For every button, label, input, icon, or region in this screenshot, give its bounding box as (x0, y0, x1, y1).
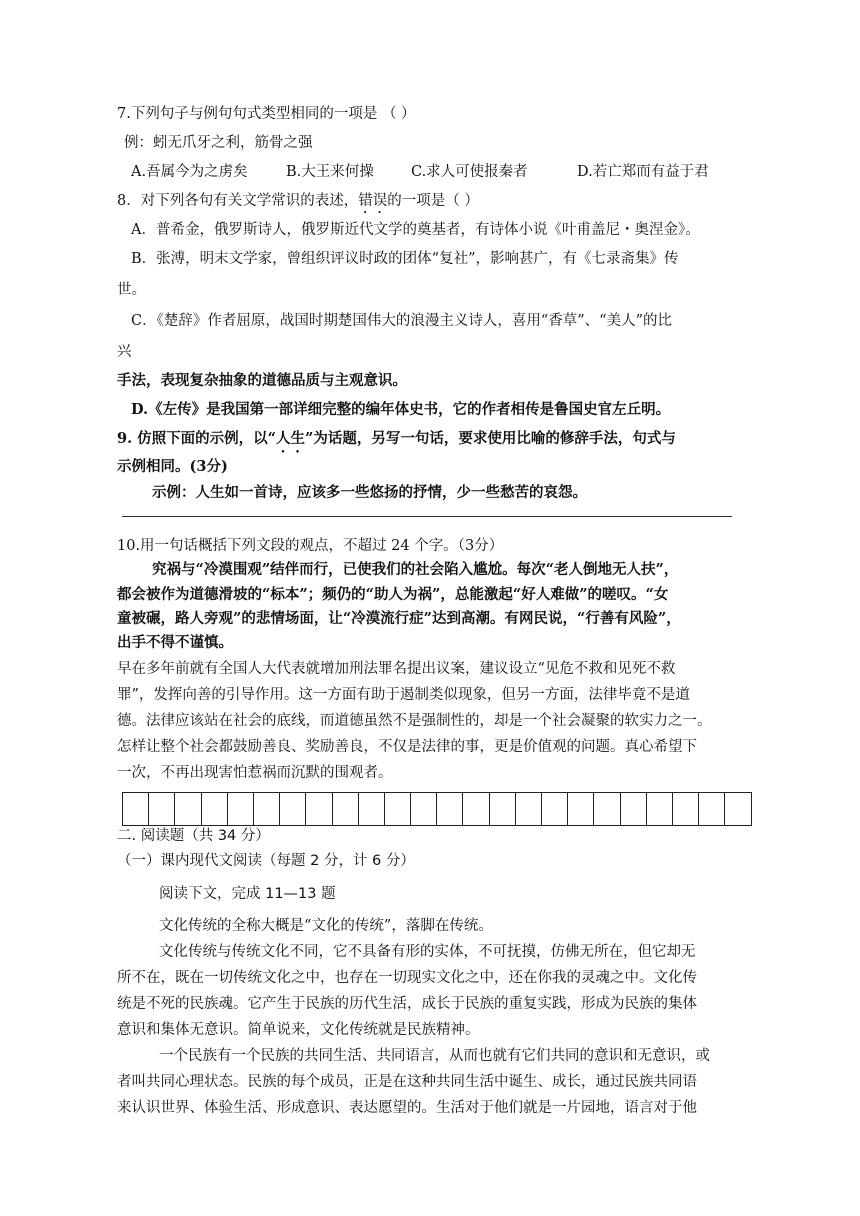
passage-line: 者叫共同心理状态。民族的每个成员，正是在这种共同生活中诞生、成长，通过民族共同语 (117, 1074, 697, 1090)
q10-p2-line3: 德。法律应该站在社会的底线，而道德虽然不是强制性的，却是一个社会凝聚的软实力之一。 (117, 713, 712, 729)
q8-option-c-line1: C．《楚辞》作者屈原，战国时期楚国伟大的浪漫主义诗人，喜用“香草”、“美人”的比 (131, 313, 672, 329)
answer-cell[interactable] (280, 793, 306, 825)
answer-cell[interactable] (568, 793, 594, 825)
answer-cell[interactable] (594, 793, 620, 825)
answer-cell[interactable] (673, 793, 699, 825)
answer-cell[interactable] (254, 793, 280, 825)
q8-emphasis: 错误 (358, 193, 388, 209)
passage-line: 文化传统的全称大概是“文化的传统”，落脚在传统。 (159, 918, 493, 934)
answer-cell[interactable] (463, 793, 489, 825)
answer-cell[interactable] (228, 793, 254, 825)
q10-p2-line1: 早在多年前就有全国人大代表就增加刑法罪名提出议案，建议设立“见危不救和见死不救 (117, 661, 676, 677)
q9-answer-line[interactable] (122, 516, 732, 517)
section2-instruction: 阅读下文，完成 11—13 题 (159, 886, 336, 902)
answer-cell[interactable] (542, 793, 568, 825)
section2-subtitle: （一）课内现代文阅读（每题 2 分，计 6 分） (117, 853, 415, 869)
answer-cell[interactable] (202, 793, 228, 825)
q7-option-c: C.求人可使报秦者 (411, 164, 528, 180)
q8-option-a: A．普希金，俄罗斯诗人，俄罗斯近代文学的奠基者，有诗体小说《叶甫盖尼・奥涅金》。 (131, 222, 700, 238)
answer-cell[interactable] (725, 793, 751, 825)
passage-line: 一个民族有一个民族的共同生活、共同语言，从而也就有它们共同的意识和无意识，或 (159, 1048, 710, 1064)
answer-cell[interactable] (699, 793, 725, 825)
answer-cell[interactable] (175, 793, 201, 825)
section2-title: 二. 阅读题（共 34 分） (117, 828, 270, 844)
answer-cell[interactable] (359, 793, 385, 825)
answer-cell[interactable] (149, 793, 175, 825)
q8-stem: 8．对下列各句有关文学常识的表述，错误的一项是（ ） (117, 193, 479, 209)
q9-example: 示例：人生如一首诗，应该多一些悠扬的抒情，少一些愁苦的哀怨。 (152, 484, 587, 501)
q9-stem-line1: 9. 仿照下面的示例，以“人生”为话题，另写一句话，要求使用比喻的修辞手法，句式与 (117, 430, 676, 447)
q8-option-c-line3: 手法，表现复杂抽象的道德品质与主观意识。 (117, 372, 407, 389)
q10-p1-line4: 出手不得不谨慎。 (117, 634, 233, 651)
passage-line: 统是不死的民族魂。它产生于民族的历代生活，成长于民族的重复实践，形成为民族的集体 (117, 996, 697, 1012)
q7-example: 例：蚓无爪牙之利，筋骨之强 (124, 135, 313, 151)
q10-p2-line5: 一次，不再出现害怕惹祸而沉默的围观者。 (117, 765, 393, 781)
q8-option-c-line2: 兴 (117, 344, 132, 360)
q10-p1-line3: 童被碾，路人旁观”的悲情场面，让“冷漠流行症”达到高潮。有网民说，“行善有风险”， (117, 610, 681, 627)
q8-option-d: D.《左传》是我国第一部详细完整的编年体史书，它的作者相传是鲁国史官左丘明。 (131, 401, 671, 418)
answer-cell[interactable] (123, 793, 149, 825)
answer-cell[interactable] (647, 793, 673, 825)
q10-p1-line2: 都会被作为道德滑坡的“标本”；频仍的“助人为祸”，总能激起“好人难做”的嗟叹。“女 (117, 586, 669, 603)
q9-stem-line2: 示例相同。(3分) (117, 458, 228, 475)
q7-stem: 7.下列句子与例句句式类型相同的一项是 （ ） (117, 106, 416, 122)
answer-cell[interactable] (385, 793, 411, 825)
answer-cell[interactable] (333, 793, 359, 825)
q7-option-d: D.若亡郑而有益于君 (577, 164, 709, 180)
q10-stem: 10.用一句话概括下列文段的观点，不超过 24 个字。（3分） (117, 538, 504, 554)
q8-option-b-line1: B．张溥，明末文学家，曾组织评议时政的团体“复社”，影响甚广，有《七录斋集》传 (131, 251, 679, 267)
q7-option-a: A.吾属今为之虏矣 (131, 164, 248, 180)
q8-option-b-line2: 世。 (117, 282, 146, 298)
passage-line: 文化传统与传统文化不同，它不具备有形的实体，不可抚摸，仿佛无所在，但它却无 (159, 944, 696, 960)
answer-cell[interactable] (306, 793, 332, 825)
q10-p2-line2: 罪”，发挥向善的引导作用。这一方面有助于遏制类似现象，但另一方面，法律毕竟不是道 (117, 687, 690, 703)
answer-cell[interactable] (621, 793, 647, 825)
answer-cell[interactable] (490, 793, 516, 825)
answer-cell[interactable] (437, 793, 463, 825)
q9-emphasis: 人生 (276, 430, 306, 447)
q10-answer-grid[interactable] (122, 792, 752, 826)
passage-line: 所不在，既在一切传统文化之中，也存在一切现实文化之中，还在你我的灵魂之中。文化传 (117, 970, 697, 986)
answer-cell[interactable] (516, 793, 542, 825)
answer-cell[interactable] (411, 793, 437, 825)
q7-option-b: B.大王来何操 (286, 164, 374, 180)
q10-p2-line4: 怎样让整个社会都鼓励善良、奖励善良，不仅是法律的事，更是价值观的问题。真心希望下 (117, 739, 697, 755)
passage-line: 来认识世界、体验生活、形成意识、表达愿望的。生活对于他们就是一片园地，语言对于他 (117, 1100, 697, 1116)
passage-line: 意识和集体无意识。简单说来，文化传统就是民族精神。 (117, 1022, 480, 1038)
q10-p1-line1: 究祸与“冷漠围观”结伴而行，已使我们的社会陷入尴尬。每次“老人倒地无人扶”， (152, 561, 679, 578)
